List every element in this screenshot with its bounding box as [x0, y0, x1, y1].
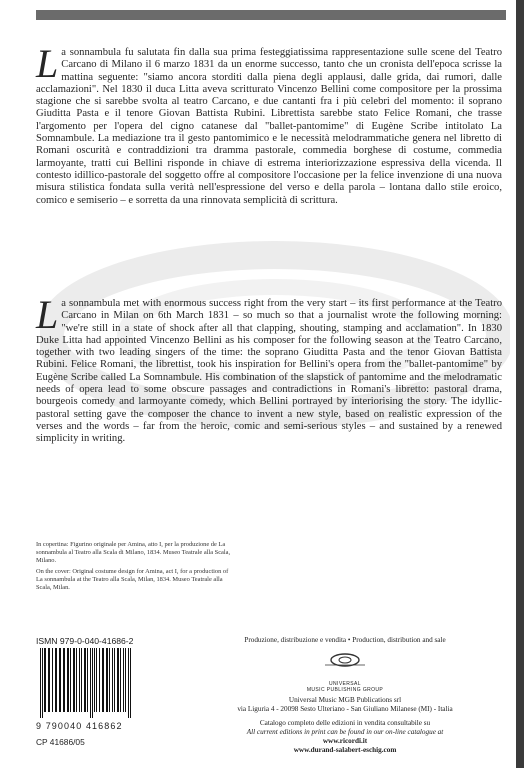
- barcode-bar: [40, 648, 41, 718]
- barcode-bar: [96, 648, 97, 712]
- barcode-bar: [87, 648, 88, 712]
- barcode-image: [36, 648, 164, 718]
- barcode-bar: [84, 648, 86, 712]
- english-text: a sonnambula met with enormous success right from the very start – its first performance at the Teatro Carcano in Milan on 6th March 1831 – so much so that a journalist wrote the following morning: "we're still in a state of shock after all that clapping, shouting, stamping and acclamation". In 1830 Duke Litta had appointed Vincenzo Bellini as his composer for the following season at the Teatro Carcano, together with two leading singers of the time: the soprano Giuditta Pasta and the tenor Giovan Battista Rubini. Felice Romani, the librettist, took his inspiration for Bellini's opera from the "ballet-pantomime" by Eugène Scribe called La Somnambule. His combination of the slapstick of pantomime and the melodramatic needs of opera lead to some obscure passages and contradictions in Romani's libretto: pastoral drama, bourgeois comedy and larmoyante comedy, which Bellini portrayed by interiorising the story. The idyllic-pastoral setting gave the composer the chance to invent a new style, based on realistic expression of the verses and the words – far from the heroic, comic and semi-serious styles – and sustained by a renewed simplicity in writing.: [36, 298, 502, 445]
- barcode-bar: [73, 648, 75, 712]
- barcode-bar: [117, 648, 119, 712]
- barcode-bar: [70, 648, 71, 712]
- cover-caption-english: On the cover: Original costume design for Amina, act I, for a production of La sonnambula at the Teatro alla Scala, Milan, 1834. Museo Teatrale alla Scala, Milan.: [36, 568, 229, 592]
- barcode-bar: [102, 648, 104, 712]
- english-paragraph: [36, 292, 502, 446]
- barcode-bar: [67, 648, 69, 712]
- barcode-bar: [114, 648, 115, 712]
- barcode-bar: [42, 648, 43, 718]
- barcode-bar: [109, 648, 110, 712]
- barcode-bar: [81, 648, 82, 712]
- italian-text: a sonnambula fu salutata fin dalla sua prima festeggiatissima rappresentazione sulle scene del Teatro Carcano di Milano il 6 marzo 1831 da un enorme successo, tanto che un cronista dell'epoca scrisse la mattina seguente: "siamo ancora storditi dalla piena degli applausi, dalle grida, dai rumori, dalle acclamazioni". Nel 1830 il duca Litta aveva scritturato Vincenzo Bellini come compositore per la prossima stagione che si sarebbe svolta al teatro Carcano, e due cantanti fra i più celebri del momento: il soprano Giuditta Pasta e il tenore Giovan Battista Rubini. Librettista sarebbe stato Felice Romani, che trasse l'argomento per l'opera del cigno catanese dal "ballet-pantomime" di Eugène Scribe intitolato La Somnambule. La mediazione tra il gesto pantomimico e le necessità melodrammatiche genera nel libretto di Romani oscurità e contraddizioni tra dramma pastorale, commedia borghese di costume, commedia larmoyante, tratti cui Bellini risponde in chiave di estrema interiorizzazione espressiva della vicenda. Il contesto idillico-pastorale del soggetto offre al compositore l'occasione per la felice invenzione di una nuova misura stilistica fondata sulla verità nell'espressione del verso e della parola – lontana dallo stile eroico, comico e semiserio – e sorretta da una rinnovata semplicità di scrittura.: [36, 47, 502, 206]
- barcode-bar: [94, 648, 95, 712]
- barcode-bar: [128, 648, 129, 718]
- barcode-bar: [130, 648, 131, 718]
- italian-paragraph: [36, 41, 502, 207]
- barcode-bar: [76, 648, 77, 712]
- barcode-bar: [79, 648, 80, 712]
- barcode-bar: [106, 648, 108, 712]
- top-rule: [36, 10, 506, 20]
- barcode-bar: [52, 648, 53, 712]
- production-line: Produzione, distribuzione e vendita • Production, distribution and sale: [244, 636, 446, 644]
- barcode-bar: [99, 648, 100, 712]
- universal-logo: [317, 651, 373, 677]
- barcode-bar: [44, 648, 46, 712]
- cover-caption-italian: In copertina: Figurino originale per Amina, atto I, per la produzione de La sonnambula al Teatro alla Scala di Milano, 1834. Museo Teatrale alla Scala, Milano.: [36, 541, 231, 565]
- website-ricordi[interactable]: www.ricordi.it: [322, 737, 368, 745]
- ismn-label: ISMN 979-0-040-41686-2: [36, 636, 134, 646]
- logo-line-2: MUSIC PUBLISHING GROUP: [306, 686, 384, 693]
- barcode-bar: [63, 648, 65, 712]
- spine-edge: [516, 0, 524, 768]
- publisher-block: [185, 636, 505, 755]
- barcode-bar: [48, 648, 50, 712]
- catalog-number: CP 41686/05: [36, 737, 85, 747]
- website-durand[interactable]: www.durand-salabert-eschig.com: [293, 746, 397, 754]
- english-dropcap: L: [36, 292, 59, 337]
- barcode-block: [36, 636, 164, 747]
- barcode-bar: [92, 648, 93, 718]
- barcode-bar: [55, 648, 57, 712]
- logo-line-1: UNIVERSAL: [329, 681, 361, 687]
- italian-dropcap: L: [36, 41, 59, 86]
- barcode-bar: [120, 648, 121, 712]
- barcode-bar: [90, 648, 91, 718]
- catalog-italian: Catalogo completo delle edizioni in vendita consultabile su: [259, 719, 431, 727]
- publisher-name: Universal Music MGB Publications srl: [288, 696, 402, 704]
- barcode-number: 9 790040 416862: [36, 721, 123, 731]
- catalog-english: All current editions in print can be found in our on-line catalogue at: [246, 728, 444, 736]
- publisher-address: via Liguria 4 - 20098 Sesto Ulteriano - San Giuliano Milanese (MI) - Italia: [237, 705, 453, 713]
- barcode-bar: [123, 648, 124, 712]
- barcode-bar: [112, 648, 113, 712]
- barcode-bar: [59, 648, 61, 712]
- barcode-bar: [125, 648, 126, 712]
